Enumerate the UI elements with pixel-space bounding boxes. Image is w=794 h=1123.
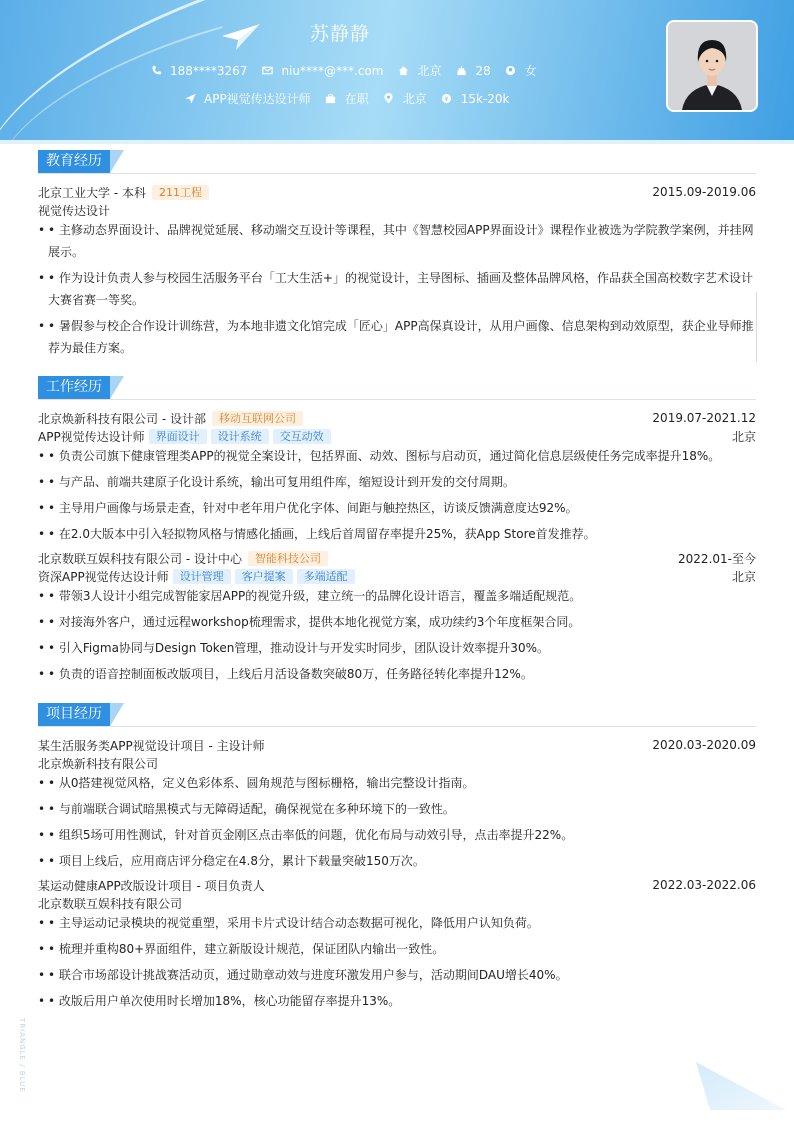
project-name: 某运动健康APP改版设计项目 - 项目负责人 bbox=[38, 878, 265, 893]
school-name: 北京工业大学 - 本科 bbox=[38, 185, 146, 200]
company-name: 北京数联互娱科技有限公司 - 设计中心 bbox=[38, 551, 242, 566]
skill-tag: 交互动效 bbox=[273, 429, 331, 444]
work-section bbox=[38, 376, 756, 689]
company-tag: 智能科技公司 bbox=[248, 551, 328, 566]
city-text: 北京 bbox=[417, 64, 442, 78]
skill-tag: 界面设计 bbox=[149, 429, 207, 444]
projects-section bbox=[38, 703, 756, 1016]
home-icon bbox=[397, 65, 409, 77]
target-city-text: 北京 bbox=[402, 92, 427, 106]
intent-row bbox=[184, 90, 524, 107]
work-bullets bbox=[38, 445, 756, 545]
list-item: • • 主导运动记录模块的视觉重塑，采用卡片式设计结合动态数据可视化，降低用户认知负荷。 bbox=[38, 912, 756, 934]
major-row bbox=[38, 201, 756, 219]
gender-text: 女 bbox=[524, 64, 537, 78]
list-item: • • 主修动态界面设计、品牌视觉延展、移动端交互设计等课程，其中《智慧校园APP界面设计》课程作业被选为学院教学案例，并挂网展示。 bbox=[38, 219, 756, 263]
header-underline bbox=[0, 140, 794, 144]
watermark-text: TRIANGLE / BLUE bbox=[18, 1018, 26, 1093]
send-icon bbox=[184, 93, 196, 105]
age-text: 28 bbox=[475, 63, 491, 78]
list-item: • • 组织5场可用性测试，针对首页金刚区点击率低的问题，优化布局与动效引导，点击率提升22%。 bbox=[38, 824, 756, 846]
gender-icon bbox=[505, 65, 517, 77]
phone-item bbox=[150, 64, 247, 78]
job-item bbox=[184, 90, 311, 107]
list-item: • • 暑假参与校企合作设计训练营，为本地非遗文化馆完成「匠心」APP高保真设计，从用户画像、信息架构到动效原型，获企业导师推荐为最佳方案。 bbox=[38, 315, 756, 359]
education-section bbox=[38, 150, 756, 363]
work-entry-header bbox=[38, 549, 756, 567]
phone-icon bbox=[150, 65, 162, 77]
candidate-name: 苏静静 bbox=[309, 23, 370, 45]
education-bullets bbox=[38, 219, 756, 359]
svg-text:¥: ¥ bbox=[444, 94, 449, 103]
project-entry-header bbox=[38, 876, 756, 894]
contact-row bbox=[150, 62, 551, 79]
salary-text: 15k-20k bbox=[460, 91, 510, 106]
email-text: niu****@***.com bbox=[281, 63, 384, 78]
age-item bbox=[455, 64, 490, 78]
side-divider bbox=[756, 292, 757, 362]
section-label: 项目经历 bbox=[38, 703, 110, 726]
list-item: • • 作为设计负责人参与校园生活服务平台「工大生活+」的视觉设计，主导图标、插画及整体品牌风格，作品获全国高校数字艺术设计大赛省赛一等奖。 bbox=[38, 267, 756, 311]
project-entry-header bbox=[38, 736, 756, 754]
section-label-tail bbox=[110, 703, 124, 726]
briefcase-icon bbox=[325, 93, 337, 105]
status-item bbox=[325, 90, 369, 107]
major-name: 视觉传达设计 bbox=[38, 203, 111, 218]
company-tag: 移动互联网公司 bbox=[212, 411, 303, 426]
role-title: 资深APP视觉传达设计师 bbox=[38, 569, 169, 584]
education-date: 2015.09-2019.06 bbox=[652, 185, 756, 199]
work-section-title bbox=[38, 376, 756, 400]
target-city-item bbox=[383, 90, 427, 107]
list-item: • • 联合市场部设计挑战赛活动页，通过勋章动效与进度环激发用户参与，活动期间DAU增长40%。 bbox=[38, 964, 756, 986]
list-item: • • 对接海外客户，通过远程workshop梳理需求，提供本地化视觉方案，成功续约3个年度框架合同。 bbox=[38, 611, 756, 633]
education-entry-header bbox=[38, 183, 756, 201]
section-label: 工作经历 bbox=[38, 376, 110, 399]
work-date: 2019.07-2021.12 bbox=[652, 411, 756, 425]
cake-icon bbox=[455, 65, 467, 77]
list-item: • • 引入Figma协同与Design Token管理，推动设计与开发实时同步，团队设计效率提升30%。 bbox=[38, 637, 756, 659]
profile-photo bbox=[666, 20, 758, 112]
status-text: 在职 bbox=[344, 92, 369, 106]
project-date: 2022.03-2022.06 bbox=[652, 878, 756, 892]
project-company: 北京数联互娱科技有限公司 bbox=[38, 896, 183, 911]
list-item: • • 项目上线后，应用商店评分稳定在4.8分，累计下载量突破150万次。 bbox=[38, 850, 756, 872]
work-date: 2022.01-至今 bbox=[678, 551, 756, 566]
role-row bbox=[38, 567, 756, 585]
project-bullets bbox=[38, 772, 756, 872]
skill-tag: 设计系统 bbox=[211, 429, 269, 444]
mail-icon bbox=[261, 65, 273, 77]
project-date: 2020.03-2020.09 bbox=[652, 738, 756, 752]
section-label-tail bbox=[110, 376, 124, 399]
skill-tag: 多端适配 bbox=[297, 569, 355, 584]
project-bullets bbox=[38, 912, 756, 1012]
school-tag: 211工程 bbox=[152, 185, 209, 200]
section-label: 教育经历 bbox=[38, 150, 110, 173]
city-item bbox=[397, 62, 441, 79]
triangle-decoration bbox=[696, 1062, 786, 1114]
project-name: 某生活服务类APP视觉设计项目 - 主设计师 bbox=[38, 738, 265, 753]
list-item: • • 与产品、前端共建原子化设计系统，输出可复用组件库，缩短设计到开发的交付周期。 bbox=[38, 471, 756, 493]
money-icon bbox=[441, 93, 453, 105]
list-item: • • 负责的语音控制面板改版项目，上线后月活设备数突破80万，任务路径转化率提升12%。 bbox=[38, 663, 756, 685]
work-location: 北京 bbox=[731, 429, 756, 444]
header-banner bbox=[0, 0, 794, 140]
location-pin-icon bbox=[383, 93, 395, 105]
list-item: • • 负责公司旗下健康管理类APP的视觉全案设计，包括界面、动效、图标与启动页，通过简化信息层级使任务完成率提升18%。 bbox=[38, 445, 756, 467]
skill-tag: 设计管理 bbox=[173, 569, 231, 584]
work-bullets bbox=[38, 585, 756, 685]
list-item: • • 主导用户画像与场景走查，针对中老年用户优化字体、间距与触控热区，访谈反馈满意度达92%。 bbox=[38, 497, 756, 519]
section-label-tail bbox=[110, 150, 124, 173]
list-item: • • 从0搭建视觉风格，定义色彩体系、圆角规范与图标栅格，输出完整设计指南。 bbox=[38, 772, 756, 794]
phone-text: 188****3267 bbox=[170, 63, 248, 78]
company-name: 北京焕新科技有限公司 - 设计部 bbox=[38, 411, 206, 426]
gender-item bbox=[505, 62, 537, 79]
project-company: 北京焕新科技有限公司 bbox=[38, 756, 159, 771]
list-item: • • 梳理并重构80+界面组件，建立新版设计规范，保证团队内输出一致性。 bbox=[38, 938, 756, 960]
list-item: • • 与前端联合调试暗黑模式与无障碍适配，确保视觉在多种环境下的一致性。 bbox=[38, 798, 756, 820]
role-title: APP视觉传达设计师 bbox=[38, 429, 145, 444]
list-item: • • 改版后用户单次使用时长增加18%，核心功能留存率提升13%。 bbox=[38, 990, 756, 1012]
project-company-row bbox=[38, 754, 756, 772]
salary-item bbox=[441, 92, 510, 106]
education-section-title bbox=[38, 150, 756, 174]
work-entry-header bbox=[38, 409, 756, 427]
role-row bbox=[38, 427, 756, 445]
job-text: APP视觉传达设计师 bbox=[204, 92, 311, 106]
email-item bbox=[261, 64, 383, 78]
list-item: • • 带领3人设计小组完成智能家居APP的视觉升级，建立统一的品牌化设计语言，覆盖多端适配规范。 bbox=[38, 585, 756, 607]
projects-section-title bbox=[38, 703, 756, 727]
project-company-row bbox=[38, 894, 756, 912]
work-location: 北京 bbox=[731, 569, 756, 584]
skill-tag: 客户提案 bbox=[235, 569, 293, 584]
list-item: • • 在2.0大版本中引入轻拟物风格与情感化插画，上线后首周留存率提升25%，获App Store首发推荐。 bbox=[38, 523, 756, 545]
